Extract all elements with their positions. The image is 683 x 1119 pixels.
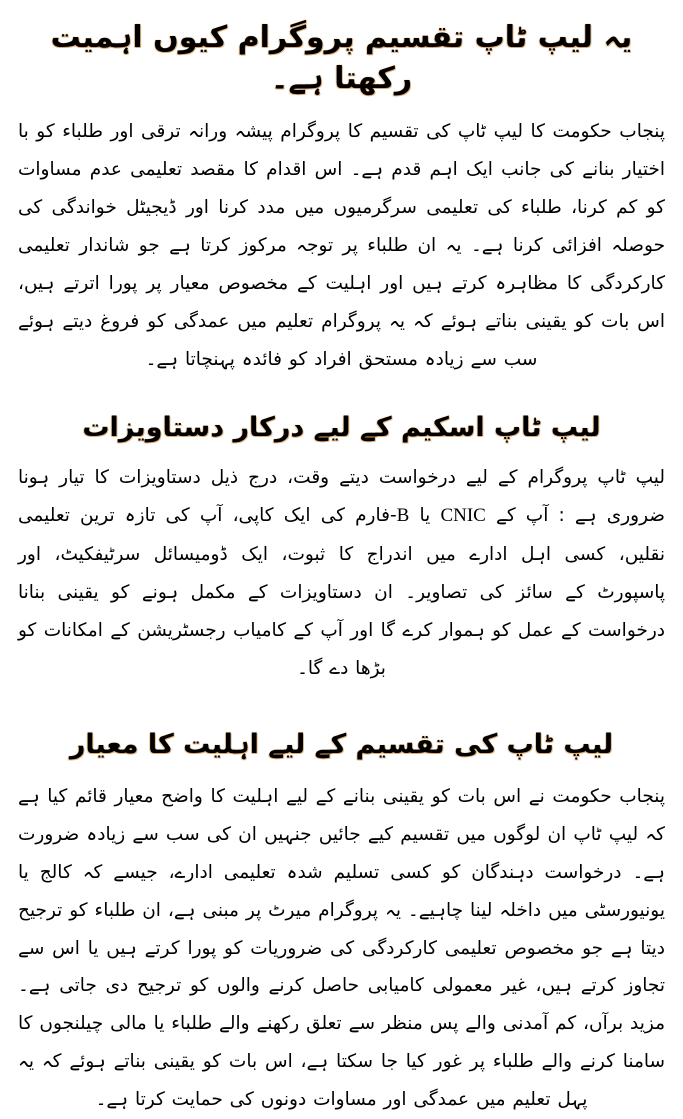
spacer	[18, 388, 665, 394]
section-paragraph-2	[18, 459, 665, 688]
section-paragraph-3: پنجاب حکومت نے اس بات کو یقینی بنانے کے لیے اہلیت کا واضح معیار قائم کیا ہے کہ لیپ ٹاپ ان لوگوں میں تقسیم کیے جائیں جنہیں ان کی سب سے زیادہ ضرورت ہے۔ درخواست دہندگان کو کسی تسلیم شدہ تعلیمی ادارے، جیسے کہ کالج یا یونیورسٹی میں داخلہ لینا چاہیے۔ یہ پروگرام میرٹ پر مبنی ہے، ان طلباء کو ترجیح دیتا ہے جو مخصوص تعلیمی کارکردگی کی ضروریات کو پورا کرتے ہیں یا اس سے تجاوز کرتے ہیں، غیر معمولی کامیابی حاصل کرنے والوں کو ترجیح دی جاتی ہے۔ مزید برآں، کم آمدنی والے پس منظر سے تعلق رکھنے والے طلباء یا مالی چیلنجوں کا سامنا کرنے والے طلباء پر غور کیا جا سکتا ہے، اس بات کو یقینی بناتے ہوئے کہ یہ پہل تعلیم میں عمدگی اور مساوات دونوں کی حمایت کرتا ہے۔	[18, 785, 665, 1111]
para2-cnic-label: CNIC	[440, 504, 486, 526]
section-paragraph-1: پنجاب حکومت کا لیپ ٹاپ کی تقسیم کا پروگرام پیشہ ورانہ ترقی اور طلباء کو با اختیار بنانے کی جانب ایک اہم قدم ہے۔ اس اقدام کا مقصد تعلیمی عدم مساوات کو کم کرنا، طلباء کی تعلیمی سرگرمیوں میں مدد کرنا اور ڈیجیٹل خواندگی کی حوصلہ افزائی کرنا ہے۔ یہ ان طلباء پر توجہ مرکوز کرتا ہے جو شاندار تعلیمی کارکردگی کا مظاہرہ کرتے ہیں اور اہلیت کے مخصوص معیار پر پورا اترتے ہیں، اس بات کو یقینی بناتے ہوئے کہ یہ پروگرام تعلیم میں عمدگی کو فروغ دیتے ہوئے سب سے زیادہ مستحق افراد کو فائدہ پہنچاتا ہے۔	[18, 121, 665, 370]
para2-bform-label: B	[396, 504, 410, 526]
para2-part-5: -فارم کی ایک کاپی، آپ کی تازہ ترین تعلیمی نقلیں، کسی اہل ادارے میں اندراج کا ثبوت، ایک ڈومیسائل سرٹیفکیٹ، اور پاسپورٹ کے سائز کی تصاویر۔ ان دستاویزات کے مکمل ہونے کو یقینی بنانا درخواست کے عمل کو ہموار کرے گا اور آپ کے کامیاب رجسٹریشن کے امکانات کو بڑھا دے گا۔	[18, 504, 665, 679]
section-heading-3: لیپ ٹاپ کی تقسیم کے لیے اہلیت کا معیار	[69, 729, 614, 761]
spacer	[18, 693, 665, 707]
section-heading-2: لیپ ٹاپ اسکیم کے لیے درکار دستاویزات	[82, 412, 601, 444]
para2-part-1: لیپ ٹاپ پروگرام کے لیے درخواست دیتے وقت، درج ذیل دستاویزات کا تیار ہونا ضروری ہے : آپ کے	[18, 466, 665, 526]
section-heading-1: یہ لیپ ٹاپ تقسیم پروگرام کیوں اہمیت رکھتا ہے۔	[50, 20, 633, 96]
para2-part-3: یا	[409, 504, 441, 526]
